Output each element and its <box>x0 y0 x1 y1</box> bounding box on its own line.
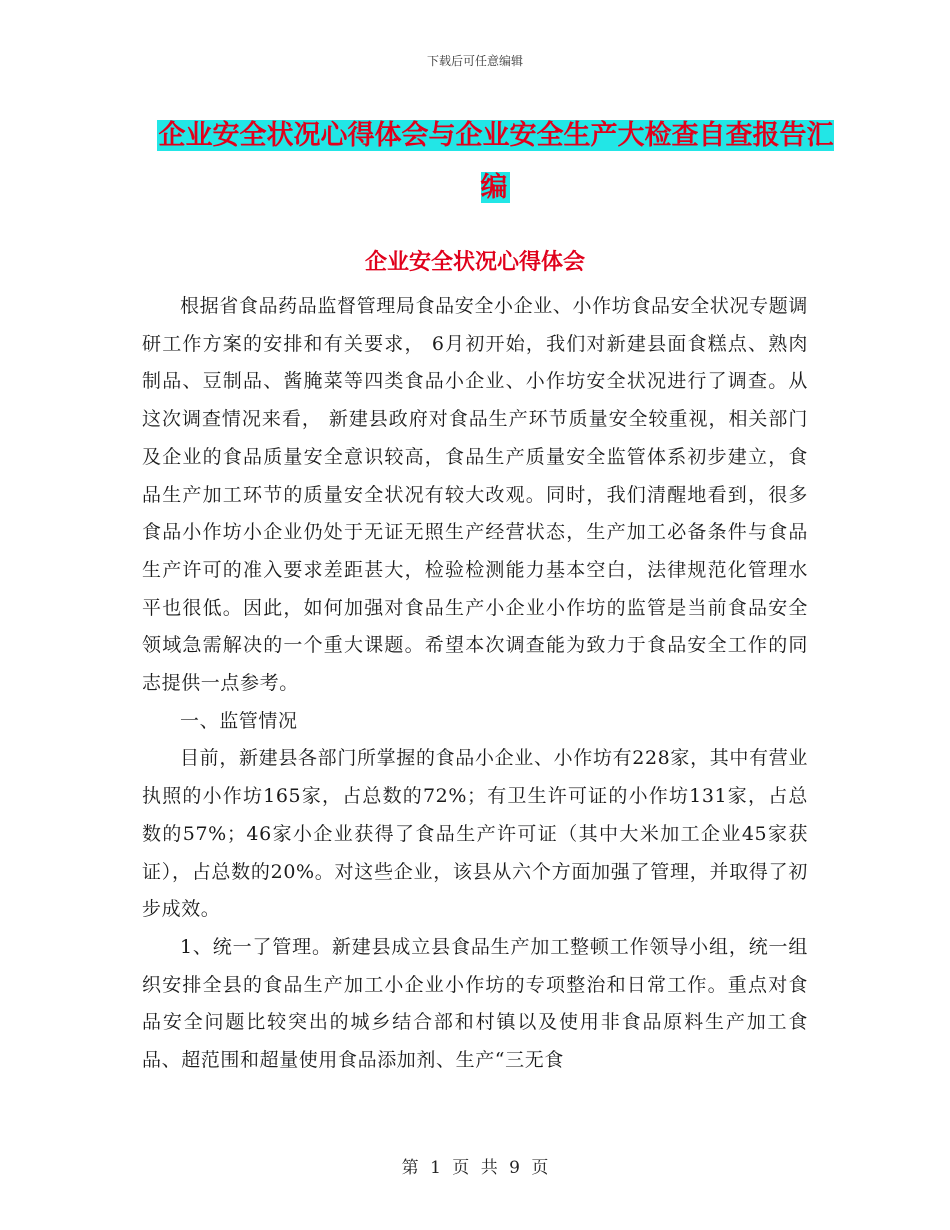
paragraph: 目前，新建县各部门所掌握的食品小企业、小作坊有228家，其中有营业执照的小作坊165家，占总数的72%；有卫生许可证的小作坊131家，占总数的57%；46家小企业获得了食品生产许可证（其中大米加工企业45家获证），占总数的20%。对这些企业，该县从六个方面加强了管理，并取得了初步成效。 <box>142 747 808 921</box>
paragraph: 1、统一了管理。新建县成立县食品生产加工整顿工作领导小组，统一组织安排全县的食品生产加工小企业小作坊的专项整治和日常工作。重点对食品安全问题比较突出的城乡结合部和村镇以及使用非食品原料生产加工食品、超范围和超量使用食品添加剂、生产“三无食 <box>142 935 808 1072</box>
document-title <box>150 110 840 214</box>
paragraph: 根据省食品药品监督管理局食品安全小企业、小作坊食品安全状况专题调研工作方案的安排和有关要求， 6月初开始，我们对新建县面食糕点、熟肉制品、豆制品、酱腌菜等四类食品小企业、小作坊安全状况进行了调查。从这次调查情况来看， 新建县政府对食品生产环节质量安全较重视，相关部门及企业的食品质量安全意识较高，食品生产质量安全监管体系初步建立，食品生产加工环节的质量安全状况有较大改观。同时，我们清醒地看到，很多食品小作坊小企业仍处于无证无照生产经营状态，生产加工必备条件与食品生产许可的准入要求差距甚大，检验检测能力基本空白，法律规范化管理水平也很低。因此，如何加强对食品生产小企业小作坊的监管是当前食品安全领域急需解决的一个重大课题。希望本次调查能为致力于食品安全工作的同志提供一点参考。 <box>142 295 808 695</box>
body-text <box>142 288 808 1080</box>
header-note: 下载后可任意编辑 <box>426 54 523 68</box>
document-title-text: 企业安全状况心得体会与企业安全生产大检查自查报告汇编 <box>158 120 834 203</box>
section-title: 企业安全状况心得体会 <box>364 249 585 275</box>
paragraph-heading: 一、监管情况 <box>180 709 298 732</box>
page-number-footer: 第 1 页 共 9 页 <box>401 1158 549 1178</box>
